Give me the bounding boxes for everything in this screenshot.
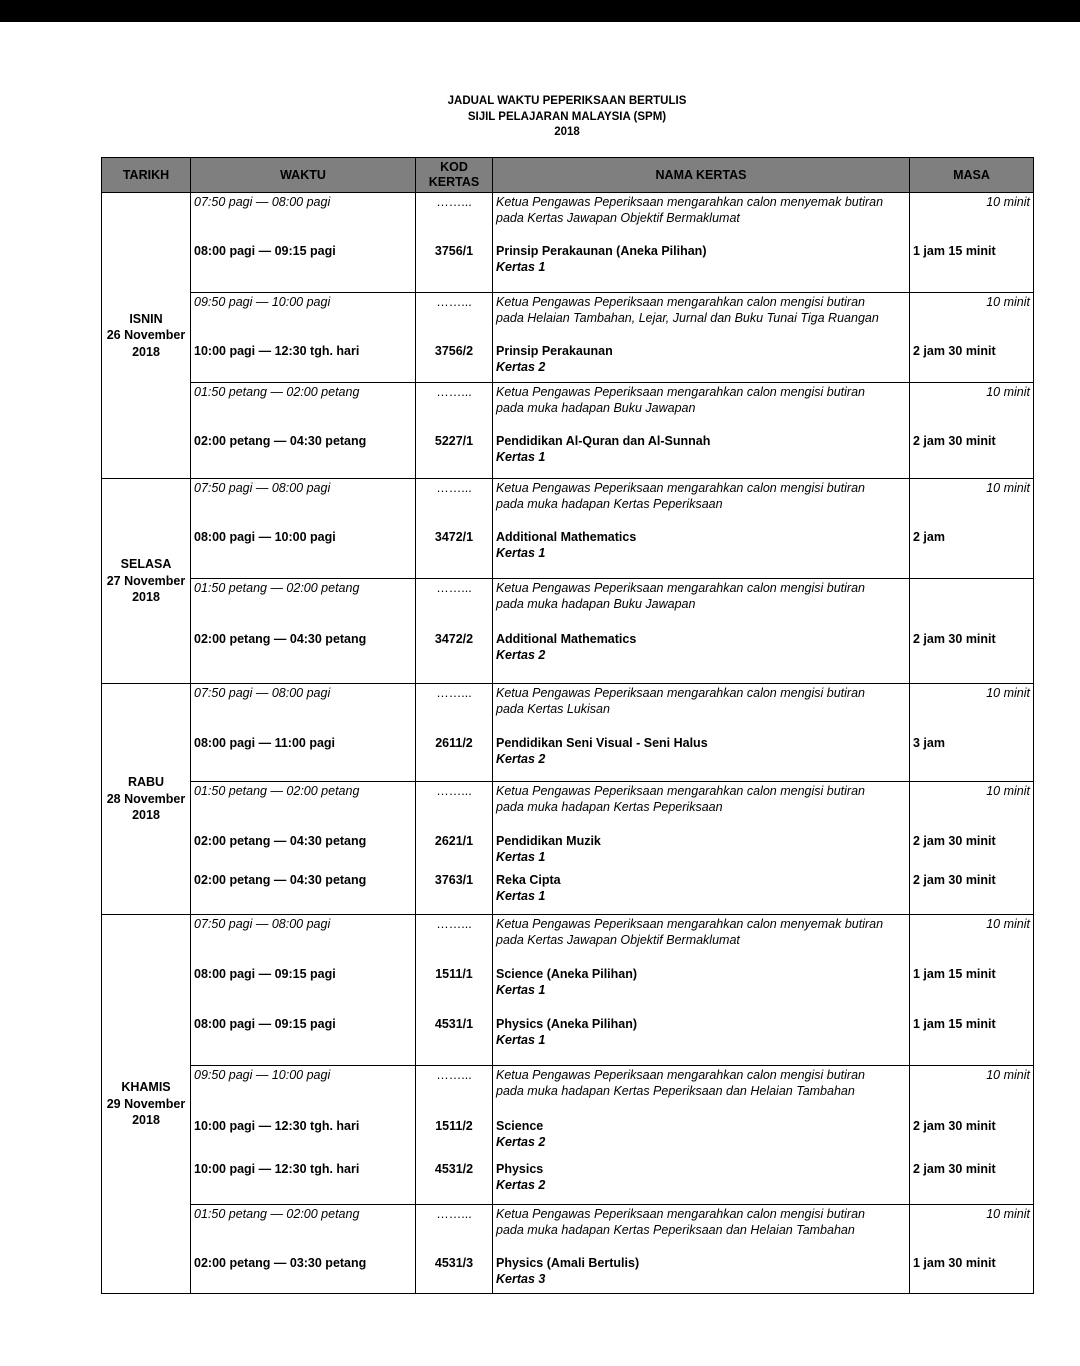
- pre-exam-code: ……...: [436, 1068, 472, 1082]
- exam-time: 08:00 pagi — 09:15 pagi: [194, 244, 336, 258]
- date-cell: [102, 479, 191, 684]
- waktu-cell: [191, 193, 416, 293]
- date-cell: [102, 684, 191, 915]
- paper-code: 3756/1: [434, 244, 474, 258]
- paper-code: 3472/2: [434, 632, 474, 646]
- paper-number: Kertas 1: [496, 983, 546, 997]
- paper-number: Kertas 2: [496, 648, 546, 662]
- kod-cell: [416, 383, 493, 479]
- paper-number: Kertas 3: [496, 1272, 546, 1286]
- header-kod: KOD: [440, 160, 468, 174]
- paper-name: Physics (Aneka Pilihan): [496, 1017, 638, 1031]
- paper-duration: 2 jam 30 minit: [913, 1119, 996, 1133]
- paper-name: Pendidikan Seni Visual - Seni Halus: [496, 736, 708, 750]
- waktu-cell: [191, 915, 416, 1066]
- session-row: [102, 383, 1034, 479]
- day-year: 2018: [132, 808, 160, 823]
- pre-exam-instruction: pada muka hadapan Kertas Peperiksaan dan Helaian Tambahan: [496, 1084, 855, 1098]
- session-row: [102, 293, 1034, 383]
- paper-duration: 2 jam 30 minit: [913, 834, 996, 848]
- exam-time: 10:00 pagi — 12:30 tgh. hari: [194, 1162, 360, 1176]
- paper-duration: 1 jam 30 minit: [913, 1256, 996, 1270]
- masa-cell: [910, 479, 1034, 579]
- nama-kertas-cell: [493, 1205, 910, 1294]
- table-body: [102, 193, 1034, 1294]
- waktu-cell: [191, 782, 416, 915]
- pre-exam-time: 01:50 petang — 02:00 petang: [194, 1207, 360, 1221]
- exam-time: 02:00 petang — 04:30 petang: [194, 434, 367, 448]
- kod-cell: [416, 479, 493, 579]
- paper-name: Physics (Amali Bertulis): [496, 1256, 640, 1270]
- waktu-cell: [191, 293, 416, 383]
- pre-exam-duration: 10 minit: [986, 1068, 1030, 1082]
- document-title: [0, 94, 1080, 141]
- pre-exam-instruction: pada muka hadapan Buku Jawapan: [496, 401, 696, 415]
- header-nama-kertas: NAMA KERTAS: [493, 158, 910, 193]
- paper-duration: 2 jam 30 minit: [913, 344, 996, 358]
- pre-exam-time: 07:50 pagi — 08:00 pagi: [194, 481, 331, 495]
- paper-name: Science: [496, 1119, 544, 1133]
- pre-exam-instruction: Ketua Pengawas Peperiksaan mengarahkan calon mengisi butiran: [496, 784, 865, 798]
- masa-cell: [910, 1066, 1034, 1205]
- paper-duration: 2 jam 30 minit: [913, 1162, 996, 1176]
- header-waktu: WAKTU: [191, 158, 416, 193]
- exam-schedule-table: [101, 157, 1034, 1294]
- nama-kertas-cell: [493, 915, 910, 1066]
- kod-cell: [416, 915, 493, 1066]
- paper-duration: 2 jam 30 minit: [913, 873, 996, 887]
- title-line-3: 2018: [554, 126, 580, 138]
- masa-cell: [910, 579, 1034, 684]
- pre-exam-duration: 10 minit: [986, 295, 1030, 309]
- paper-code: 5227/1: [434, 434, 474, 448]
- pre-exam-instruction: Ketua Pengawas Peperiksaan mengarahkan calon mengisi butiran: [496, 385, 865, 399]
- waktu-cell: [191, 383, 416, 479]
- pre-exam-duration: 10 minit: [986, 784, 1030, 798]
- nama-kertas-cell: [493, 684, 910, 782]
- masa-cell: [910, 684, 1034, 782]
- waktu-cell: [191, 1066, 416, 1205]
- pre-exam-instruction: pada Kertas Jawapan Objektif Bermaklumat: [496, 933, 740, 947]
- day-year: 2018: [132, 590, 160, 605]
- nama-kertas-cell: [493, 1066, 910, 1205]
- pre-exam-instruction: Ketua Pengawas Peperiksaan mengarahkan calon mengisi butiran: [496, 481, 865, 495]
- paper-code: 4531/1: [434, 1017, 474, 1031]
- waktu-cell: [191, 1205, 416, 1294]
- pre-exam-instruction: pada muka hadapan Kertas Peperiksaan: [496, 497, 723, 511]
- day-name: ISNIN: [129, 311, 163, 326]
- paper-duration: 2 jam: [913, 530, 945, 544]
- waktu-cell: [191, 579, 416, 684]
- pre-exam-instruction: pada muka hadapan Buku Jawapan: [496, 597, 696, 611]
- exam-time: 02:00 petang — 04:30 petang: [194, 873, 367, 887]
- paper-name: Physics: [496, 1162, 544, 1176]
- pre-exam-instruction: Ketua Pengawas Peperiksaan mengarahkan calon mengisi butiran: [496, 581, 865, 595]
- pre-exam-time: 09:50 pagi — 10:00 pagi: [194, 295, 331, 309]
- paper-name: Science (Aneka Pilihan): [496, 967, 638, 981]
- paper-number: Kertas 1: [496, 450, 546, 464]
- paper-name: Prinsip Perakaunan (Aneka Pilihan): [496, 244, 707, 258]
- pre-exam-instruction: Ketua Pengawas Peperiksaan mengarahkan calon mengisi butiran: [496, 686, 865, 700]
- session-row: [102, 684, 1034, 782]
- paper-name: Pendidikan Al-Quran dan Al-Sunnah: [496, 434, 711, 448]
- header-kertas: KERTAS: [428, 175, 480, 189]
- pre-exam-code: ……...: [436, 295, 472, 309]
- session-row: [102, 1205, 1034, 1294]
- paper-code: 1511/1: [435, 967, 473, 981]
- day-year: 2018: [132, 344, 160, 359]
- pre-exam-time: 07:50 pagi — 08:00 pagi: [194, 195, 331, 209]
- nama-kertas-cell: [493, 479, 910, 579]
- paper-code: 4531/2: [434, 1162, 474, 1176]
- kod-cell: [416, 293, 493, 383]
- paper-duration: 1 jam 15 minit: [913, 244, 996, 258]
- pre-exam-time: 09:50 pagi — 10:00 pagi: [194, 1068, 331, 1082]
- pre-exam-code: ……...: [436, 1207, 472, 1221]
- exam-time: 08:00 pagi — 09:15 pagi: [194, 1017, 336, 1031]
- kod-cell: [416, 782, 493, 915]
- day-name: RABU: [127, 775, 165, 790]
- paper-number: Kertas 1: [496, 546, 546, 560]
- pre-exam-time: 01:50 petang — 02:00 petang: [194, 581, 360, 595]
- pre-exam-instruction: pada muka hadapan Kertas Peperiksaan: [496, 800, 723, 814]
- masa-cell: [910, 782, 1034, 915]
- paper-duration: 1 jam 15 minit: [913, 967, 996, 981]
- paper-number: Kertas 2: [496, 360, 546, 374]
- pre-exam-time: 07:50 pagi — 08:00 pagi: [194, 917, 331, 931]
- exam-time: 10:00 pagi — 12:30 tgh. hari: [194, 1119, 360, 1133]
- date-cell: [102, 915, 191, 1294]
- pre-exam-time: 07:50 pagi — 08:00 pagi: [194, 686, 331, 700]
- pre-exam-duration: 10 minit: [986, 1207, 1030, 1221]
- paper-duration: 1 jam 15 minit: [913, 1017, 996, 1031]
- pre-exam-code: ……...: [436, 481, 472, 495]
- paper-code: 2611/2: [435, 736, 473, 750]
- session-row: [102, 915, 1034, 1066]
- paper-number: Kertas 1: [496, 1033, 546, 1047]
- day-date: 27 November: [106, 573, 186, 588]
- pre-exam-instruction: Ketua Pengawas Peperiksaan mengarahkan calon mengisi butiran: [496, 1068, 865, 1082]
- paper-code: 3763/1: [434, 873, 474, 887]
- kod-cell: [416, 579, 493, 684]
- masa-cell: [910, 915, 1034, 1066]
- paper-code: 2621/1: [434, 834, 474, 848]
- session-row: [102, 193, 1034, 293]
- paper-name: Prinsip Perakaunan: [496, 344, 613, 358]
- paper-code: 3756/2: [434, 344, 474, 358]
- masa-cell: [910, 1205, 1034, 1294]
- day-date: 29 November: [106, 1096, 186, 1111]
- title-line-1: JADUAL WAKTU PEPERIKSAAN BERTULIS: [447, 95, 687, 107]
- session-row: [102, 782, 1034, 915]
- exam-time: 02:00 petang — 04:30 petang: [194, 632, 367, 646]
- top-black-bar: [0, 0, 1080, 22]
- pre-exam-instruction: pada Kertas Lukisan: [496, 702, 610, 716]
- masa-cell: [910, 383, 1034, 479]
- paper-code: 1511/2: [435, 1119, 473, 1133]
- header-masa: MASA: [910, 158, 1034, 193]
- exam-time: 08:00 pagi — 11:00 pagi: [194, 736, 336, 750]
- paper-name: Additional Mathematics: [496, 530, 637, 544]
- paper-number: Kertas 2: [496, 1135, 546, 1149]
- pre-exam-duration: 10 minit: [986, 195, 1030, 209]
- pre-exam-duration: 10 minit: [986, 917, 1030, 931]
- header-tarikh: TARIKH: [102, 158, 191, 193]
- pre-exam-instruction: pada Kertas Jawapan Objektif Bermaklumat: [496, 211, 740, 225]
- exam-time: 10:00 pagi — 12:30 tgh. hari: [194, 344, 360, 358]
- pre-exam-time: 01:50 petang — 02:00 petang: [194, 385, 360, 399]
- session-row: [102, 1066, 1034, 1205]
- waktu-cell: [191, 479, 416, 579]
- pre-exam-instruction: Ketua Pengawas Peperiksaan mengarahkan calon menyemak butiran: [496, 195, 884, 209]
- session-row: [102, 479, 1034, 579]
- session-row: [102, 579, 1034, 684]
- pre-exam-instruction: Ketua Pengawas Peperiksaan mengarahkan calon mengisi butiran: [496, 1207, 865, 1221]
- pre-exam-code: ……...: [436, 581, 472, 595]
- paper-number: Kertas 1: [496, 889, 546, 903]
- nama-kertas-cell: [493, 383, 910, 479]
- pre-exam-code: ……...: [436, 686, 472, 700]
- pre-exam-code: ……...: [436, 195, 472, 209]
- nama-kertas-cell: [493, 579, 910, 684]
- pre-exam-code: ……...: [436, 917, 472, 931]
- paper-number: Kertas 1: [496, 850, 546, 864]
- paper-number: Kertas 2: [496, 752, 546, 766]
- paper-number: Kertas 2: [496, 1178, 546, 1192]
- paper-name: Additional Mathematics: [496, 632, 637, 646]
- paper-code: 3472/1: [434, 530, 474, 544]
- masa-cell: [910, 293, 1034, 383]
- exam-time: 08:00 pagi — 09:15 pagi: [194, 967, 336, 981]
- paper-name: Pendidikan Muzik: [496, 834, 601, 848]
- masa-cell: [910, 193, 1034, 293]
- pre-exam-duration: 10 minit: [986, 686, 1030, 700]
- pre-exam-duration: 10 minit: [986, 385, 1030, 399]
- paper-duration: 3 jam: [913, 736, 945, 750]
- day-name: KHAMIS: [121, 1080, 171, 1095]
- kod-cell: [416, 684, 493, 782]
- pre-exam-duration: 10 minit: [986, 481, 1030, 495]
- pre-exam-instruction: pada Helaian Tambahan, Lejar, Jurnal dan Buku Tunai Tiga Ruangan: [496, 311, 879, 325]
- pre-exam-instruction: pada muka hadapan Kertas Peperiksaan dan Helaian Tambahan: [496, 1223, 855, 1237]
- pre-exam-code: ……...: [436, 784, 472, 798]
- title-line-2: SIJIL PELAJARAN MALAYSIA (SPM): [467, 110, 667, 123]
- nama-kertas-cell: [493, 293, 910, 383]
- paper-number: Kertas 1: [496, 260, 546, 274]
- kod-cell: [416, 1205, 493, 1294]
- pre-exam-instruction: Ketua Pengawas Peperiksaan mengarahkan calon menyemak butiran: [496, 917, 884, 931]
- header-kod-kertas: [416, 158, 493, 193]
- paper-duration: 2 jam 30 minit: [913, 632, 996, 646]
- exam-time: 08:00 pagi — 10:00 pagi: [194, 530, 336, 544]
- table-header-row: [102, 158, 1034, 193]
- pre-exam-code: ……...: [436, 385, 472, 399]
- paper-duration: 2 jam 30 minit: [913, 434, 996, 448]
- paper-name: Reka Cipta: [496, 873, 561, 887]
- pre-exam-time: 01:50 petang — 02:00 petang: [194, 784, 360, 798]
- nama-kertas-cell: [493, 193, 910, 293]
- kod-cell: [416, 1066, 493, 1205]
- nama-kertas-cell: [493, 782, 910, 915]
- day-year: 2018: [132, 1113, 160, 1128]
- exam-time: 02:00 petang — 03:30 petang: [194, 1256, 367, 1270]
- paper-code: 4531/3: [434, 1256, 474, 1270]
- day-name: SELASA: [120, 557, 172, 572]
- date-cell: [102, 193, 191, 479]
- waktu-cell: [191, 684, 416, 782]
- exam-time: 02:00 petang — 04:30 petang: [194, 834, 367, 848]
- pre-exam-instruction: Ketua Pengawas Peperiksaan mengarahkan calon mengisi butiran: [496, 295, 865, 309]
- day-date: 28 November: [106, 791, 186, 806]
- kod-cell: [416, 193, 493, 293]
- day-date: 26 November: [106, 328, 186, 343]
